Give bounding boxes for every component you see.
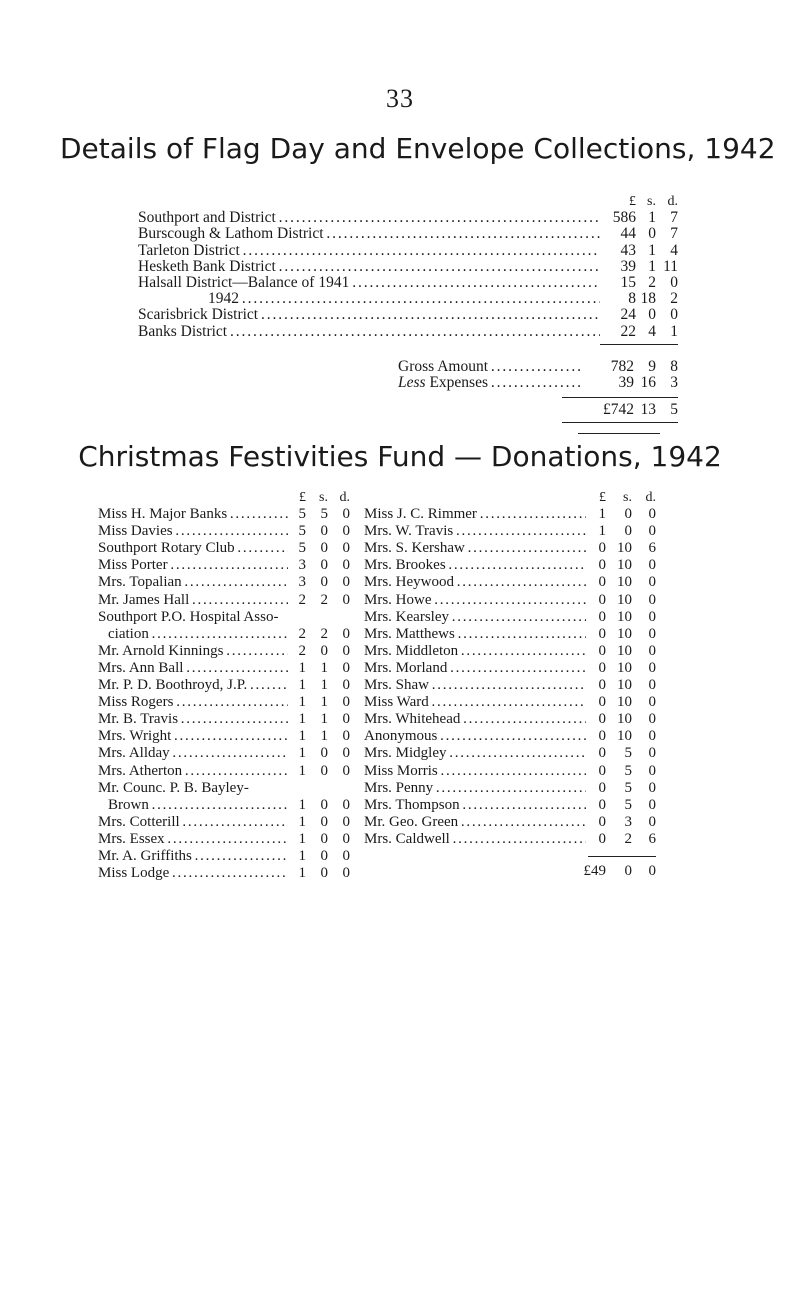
total-shillings: 0 bbox=[624, 862, 632, 879]
pounds-value: 2 bbox=[298, 642, 306, 659]
pence-value: 0 bbox=[342, 659, 350, 676]
donor-name: Mr. Geo. Green . . . bbox=[364, 814, 586, 831]
table-row bbox=[138, 275, 678, 291]
gross-amount-row bbox=[398, 359, 678, 375]
list-item bbox=[98, 814, 350, 831]
list-item bbox=[364, 592, 656, 609]
pence-value: 0 bbox=[648, 642, 656, 659]
pence-value: 0 bbox=[648, 762, 656, 779]
net-shillings: 13 bbox=[640, 401, 656, 418]
pounds-value: 1 bbox=[298, 711, 306, 728]
pence-value: 11 bbox=[663, 257, 678, 275]
shillings-value: 10 bbox=[617, 574, 632, 591]
pounds-value: 5 bbox=[298, 523, 306, 540]
pounds-value: 1 bbox=[298, 847, 306, 864]
shillings-value: 0 bbox=[320, 762, 328, 779]
donor-name: Mrs. Ann Ball . . . bbox=[98, 660, 288, 677]
total-pounds: £49 bbox=[583, 862, 606, 879]
shillings-value: 5 bbox=[624, 796, 632, 813]
pence-value: 0 bbox=[648, 711, 656, 728]
expenses-label bbox=[398, 375, 584, 391]
shillings-header: s. bbox=[319, 490, 328, 505]
christmas-heading: Christmas Festivities Fund — Donations, 1942 bbox=[78, 440, 722, 473]
list-item bbox=[364, 643, 656, 660]
pounds-value: 0 bbox=[598, 625, 606, 642]
donor-name: Mrs. Morland . . . bbox=[364, 660, 586, 677]
pence-value: 0 bbox=[342, 762, 350, 779]
donor-name: Mrs. Middleton . . . bbox=[364, 643, 586, 660]
district-label: Southport and District . . . bbox=[138, 210, 600, 226]
list-item bbox=[98, 677, 350, 694]
pence-value: 0 bbox=[648, 728, 656, 745]
donor-name: Mr. Arnold Kinnings . . . bbox=[98, 643, 288, 660]
donor-name: Mrs. Essex . . . bbox=[98, 831, 288, 848]
total-pence: 0 bbox=[648, 862, 656, 879]
shillings-value: 1 bbox=[648, 209, 656, 227]
pence-value: 0 bbox=[342, 506, 350, 523]
pence-value: 1 bbox=[670, 322, 678, 340]
divider bbox=[578, 433, 660, 434]
district-label: Halsall District—Balance of 1941 . . . bbox=[138, 275, 600, 291]
donor-name: Mr. Counc. P. B. Bayley- bbox=[98, 779, 249, 796]
list-item bbox=[364, 814, 656, 831]
pounds-value: 0 bbox=[598, 591, 606, 608]
donations-header-row bbox=[98, 489, 350, 506]
net-pounds: £742 bbox=[603, 401, 634, 418]
pounds-value: 0 bbox=[598, 762, 606, 779]
pence-value: 2 bbox=[670, 290, 678, 308]
pounds-value: 0 bbox=[598, 728, 606, 745]
shillings-value: 10 bbox=[617, 677, 632, 694]
donor-name: Mr. A. Griffiths . . . bbox=[98, 848, 288, 865]
list-item bbox=[98, 763, 350, 780]
pounds-value: 0 bbox=[598, 540, 606, 557]
pounds-value: 5 bbox=[298, 506, 306, 523]
shillings-value: 1 bbox=[320, 711, 328, 728]
district-label: Scarisbrick District . . . bbox=[138, 307, 600, 323]
shillings-value: 10 bbox=[617, 694, 632, 711]
shillings-value: 0 bbox=[320, 523, 328, 540]
list-item bbox=[98, 660, 350, 677]
pounds-value: 1 bbox=[298, 813, 306, 830]
donor-name: Mrs. Brookes . . . bbox=[364, 557, 586, 574]
donor-name: Miss Rogers . . . bbox=[98, 694, 288, 711]
list-item bbox=[98, 506, 350, 523]
pounds-value: 1 bbox=[298, 762, 306, 779]
donations-header-row bbox=[364, 489, 656, 506]
list-item bbox=[364, 711, 656, 728]
shillings-value: 0 bbox=[648, 225, 656, 243]
divider bbox=[562, 422, 678, 423]
shillings-value: 5 bbox=[624, 779, 632, 796]
list-item bbox=[98, 848, 350, 865]
pounds-value: 0 bbox=[598, 779, 606, 796]
pounds-value: 0 bbox=[598, 642, 606, 659]
donor-name: Mrs. Matthews . . . bbox=[364, 626, 586, 643]
shillings-value: 16 bbox=[640, 374, 656, 391]
pounds-value: 44 bbox=[620, 225, 636, 243]
list-item bbox=[364, 557, 656, 574]
pence-value: 0 bbox=[648, 574, 656, 591]
pounds-value: 0 bbox=[598, 608, 606, 625]
donor-name: Mrs. Shaw . . . bbox=[364, 677, 586, 694]
shillings-value: 10 bbox=[617, 642, 632, 659]
pence-value: 0 bbox=[670, 273, 678, 291]
donor-name: Mrs. Caldwell . . . bbox=[364, 831, 586, 848]
list-item bbox=[364, 523, 656, 540]
donor-name: ciation . . . bbox=[98, 626, 288, 643]
donor-name: Mrs. Thompson . . . bbox=[364, 797, 586, 814]
donor-name: Mrs. Kearsley . . . bbox=[364, 609, 586, 626]
shillings-value: 0 bbox=[648, 306, 656, 324]
net-total-row bbox=[398, 402, 678, 418]
shillings-value: 1 bbox=[320, 659, 328, 676]
list-item bbox=[98, 711, 350, 728]
pence-value: 0 bbox=[342, 728, 350, 745]
flag-day-table bbox=[138, 194, 678, 340]
pence-value: 0 bbox=[342, 523, 350, 540]
table-row bbox=[138, 324, 678, 340]
list-item bbox=[98, 574, 350, 591]
donor-name: Mrs. Howe . . . bbox=[364, 592, 586, 609]
shillings-value: 1 bbox=[320, 677, 328, 694]
shillings-value: 1 bbox=[320, 728, 328, 745]
pence-value: 0 bbox=[342, 625, 350, 642]
table-row bbox=[138, 259, 678, 275]
pence-value: 0 bbox=[342, 591, 350, 608]
pence-value: 0 bbox=[342, 677, 350, 694]
donor-name: Mr. James Hall . . . bbox=[98, 592, 288, 609]
donor-name: Southport Rotary Club . . . bbox=[98, 540, 288, 557]
donor-name: Miss Davies . . . bbox=[98, 523, 288, 540]
net-pence: 5 bbox=[670, 401, 678, 418]
donor-name: Mrs. S. Kershaw . . . bbox=[364, 540, 586, 557]
shillings-header: s. bbox=[623, 490, 632, 505]
pence-value: 4 bbox=[670, 241, 678, 259]
donor-name: Miss H. Major Banks . . . bbox=[98, 506, 288, 523]
donor-name: Anonymous . . . bbox=[364, 728, 586, 745]
shillings-value: 10 bbox=[617, 625, 632, 642]
list-item bbox=[364, 763, 656, 780]
pounds-value: 1 bbox=[598, 523, 606, 540]
pounds-value: 1 bbox=[298, 694, 306, 711]
pounds-value: 5 bbox=[298, 540, 306, 557]
donor-name: Mr. P. D. Boothroyd, J.P. . . . bbox=[98, 677, 288, 694]
expenses-row bbox=[398, 375, 678, 391]
donations-right-column bbox=[364, 489, 656, 880]
pounds-value: 2 bbox=[298, 625, 306, 642]
pounds-value: 39 bbox=[618, 374, 634, 391]
donor-name: Brown . . . bbox=[98, 797, 288, 814]
table-row bbox=[138, 243, 678, 259]
pence-header: d. bbox=[667, 194, 678, 209]
shillings-value: 0 bbox=[320, 847, 328, 864]
pence-value: 0 bbox=[342, 711, 350, 728]
list-item bbox=[364, 728, 656, 745]
shillings-value: 10 bbox=[617, 711, 632, 728]
pence-value: 0 bbox=[670, 306, 678, 324]
pounds-value: 0 bbox=[598, 557, 606, 574]
pence-value: 0 bbox=[648, 659, 656, 676]
shillings-value: 18 bbox=[640, 290, 656, 308]
divider bbox=[600, 344, 678, 345]
list-item bbox=[364, 574, 656, 591]
donation-list bbox=[364, 506, 656, 848]
pence-value: 0 bbox=[342, 557, 350, 574]
shillings-value: 10 bbox=[617, 608, 632, 625]
pounds-value: 1 bbox=[298, 677, 306, 694]
list-item bbox=[98, 609, 350, 626]
list-item bbox=[98, 557, 350, 574]
list-item bbox=[364, 694, 656, 711]
pence-value: 0 bbox=[342, 813, 350, 830]
pence-value: 0 bbox=[648, 506, 656, 523]
pounds-value: 15 bbox=[620, 273, 636, 291]
pence-value: 0 bbox=[648, 745, 656, 762]
flag-day-totals bbox=[398, 359, 678, 418]
pounds-value: 0 bbox=[598, 677, 606, 694]
shillings-value: 2 bbox=[624, 830, 632, 847]
donor-name: Mr. B. Travis . . . bbox=[98, 711, 288, 728]
list-item bbox=[364, 540, 656, 557]
shillings-value: 5 bbox=[320, 506, 328, 523]
pounds-value: 0 bbox=[598, 830, 606, 847]
shillings-value: 0 bbox=[320, 574, 328, 591]
pounds-value: 0 bbox=[598, 745, 606, 762]
list-item bbox=[364, 677, 656, 694]
shillings-value: 0 bbox=[320, 865, 328, 882]
donor-name: Mrs. Penny . . . bbox=[364, 780, 586, 797]
donor-name: Southport P.O. Hospital Asso- bbox=[98, 608, 279, 625]
pence-value: 0 bbox=[648, 523, 656, 540]
donor-name: Miss J. C. Rimmer . . . bbox=[364, 506, 586, 523]
list-item bbox=[364, 660, 656, 677]
pounds-value: 1 bbox=[298, 865, 306, 882]
divider bbox=[562, 397, 678, 398]
donor-name: Mrs. Atherton . . . bbox=[98, 763, 288, 780]
pounds-value: 1 bbox=[598, 506, 606, 523]
district-label: Banks District . . . bbox=[138, 324, 600, 340]
list-item bbox=[98, 540, 350, 557]
pence-value: 3 bbox=[670, 374, 678, 391]
donor-name: Mrs. Cotterill . . . bbox=[98, 814, 288, 831]
list-item bbox=[98, 643, 350, 660]
pence-value: 0 bbox=[648, 608, 656, 625]
pounds-value: 1 bbox=[298, 659, 306, 676]
shillings-value: 2 bbox=[320, 625, 328, 642]
donor-name: Mrs. Whitehead . . . bbox=[364, 711, 586, 728]
shillings-value: 0 bbox=[624, 523, 632, 540]
pence-value: 0 bbox=[648, 625, 656, 642]
pounds-value: 3 bbox=[298, 574, 306, 591]
donation-list bbox=[98, 506, 350, 882]
pounds-value: 586 bbox=[612, 209, 636, 227]
table-row bbox=[138, 291, 678, 307]
shillings-value: 3 bbox=[624, 813, 632, 830]
list-item bbox=[364, 626, 656, 643]
pence-value: 6 bbox=[648, 830, 656, 847]
pounds-value: 8 bbox=[628, 290, 636, 308]
pence-value: 0 bbox=[342, 540, 350, 557]
list-item bbox=[98, 865, 350, 882]
donor-name: Miss Porter . . . bbox=[98, 557, 288, 574]
shillings-value: 1 bbox=[320, 694, 328, 711]
pence-value: 0 bbox=[342, 574, 350, 591]
pounds-value: 1 bbox=[298, 830, 306, 847]
table-row bbox=[138, 226, 678, 242]
shillings-value: 10 bbox=[617, 557, 632, 574]
district-label: Tarleton District . . . bbox=[138, 243, 600, 259]
list-item bbox=[98, 780, 350, 797]
shillings-value: 0 bbox=[320, 813, 328, 830]
list-item bbox=[98, 694, 350, 711]
pounds-value: 22 bbox=[620, 322, 636, 340]
pence-value: 0 bbox=[342, 847, 350, 864]
list-item bbox=[364, 780, 656, 797]
pence-value: 0 bbox=[342, 865, 350, 882]
shillings-value: 0 bbox=[320, 830, 328, 847]
shillings-value: 0 bbox=[320, 642, 328, 659]
divider bbox=[588, 856, 656, 857]
pounds-value: 0 bbox=[598, 813, 606, 830]
pounds-value: 0 bbox=[598, 711, 606, 728]
pounds-value: 1 bbox=[298, 728, 306, 745]
pence-value: 0 bbox=[648, 591, 656, 608]
pounds-value: 3 bbox=[298, 557, 306, 574]
pounds-value: 0 bbox=[598, 694, 606, 711]
pounds-header: £ bbox=[299, 490, 306, 505]
list-item bbox=[98, 626, 350, 643]
donor-name: Mrs. W. Travis . . . bbox=[364, 523, 586, 540]
flag-day-header-row bbox=[138, 194, 678, 210]
district-label: Burscough & Lathom District . . . bbox=[138, 226, 600, 242]
pounds-value: 2 bbox=[298, 591, 306, 608]
list-item bbox=[98, 797, 350, 814]
shillings-value: 0 bbox=[320, 557, 328, 574]
pence-header: d. bbox=[339, 490, 350, 505]
donations-total-row bbox=[364, 863, 656, 880]
donor-name: Miss Lodge . . . bbox=[98, 865, 288, 882]
pounds-value: 1 bbox=[298, 745, 306, 762]
list-item bbox=[364, 797, 656, 814]
donations-left-column bbox=[98, 489, 350, 882]
shillings-value: 2 bbox=[648, 273, 656, 291]
shillings-value: 1 bbox=[648, 241, 656, 259]
shillings-value: 0 bbox=[320, 540, 328, 557]
pounds-value: 782 bbox=[610, 358, 634, 375]
pounds-value: 1 bbox=[298, 796, 306, 813]
shillings-value: 10 bbox=[617, 659, 632, 676]
shillings-value: 9 bbox=[648, 358, 656, 375]
list-item bbox=[364, 506, 656, 523]
table-row bbox=[138, 307, 678, 323]
donor-name: Miss Morris . . . bbox=[364, 763, 586, 780]
district-label: Hesketh Bank District . . . bbox=[138, 259, 600, 275]
pounds-value: 0 bbox=[598, 796, 606, 813]
table-row bbox=[138, 210, 678, 226]
pounds-header: £ bbox=[629, 194, 636, 209]
list-item bbox=[364, 831, 656, 848]
pounds-header: £ bbox=[599, 490, 606, 505]
donor-name: Mrs. Wright . . . bbox=[98, 728, 288, 745]
pence-header: d. bbox=[645, 490, 656, 505]
pence-value: 0 bbox=[342, 796, 350, 813]
shillings-value: 2 bbox=[320, 591, 328, 608]
donor-name: Mrs. Midgley . . . bbox=[364, 745, 586, 762]
pence-value: 0 bbox=[342, 745, 350, 762]
pence-value: 0 bbox=[342, 642, 350, 659]
pence-value: 0 bbox=[342, 830, 350, 847]
list-item bbox=[98, 745, 350, 762]
shillings-value: 10 bbox=[617, 591, 632, 608]
shillings-value: 0 bbox=[624, 506, 632, 523]
pounds-value: 0 bbox=[598, 574, 606, 591]
page-number: 33 bbox=[386, 84, 414, 113]
pence-value: 0 bbox=[648, 779, 656, 796]
list-item bbox=[98, 728, 350, 745]
list-item bbox=[364, 745, 656, 762]
flag-day-heading: Details of Flag Day and Envelope Collections, 1942 bbox=[60, 132, 776, 165]
list-item bbox=[364, 609, 656, 626]
pence-value: 0 bbox=[648, 796, 656, 813]
list-item bbox=[98, 831, 350, 848]
pounds-value: 43 bbox=[620, 241, 636, 259]
donor-name: Mrs. Topalian . . . bbox=[98, 574, 288, 591]
donor-name: Mrs. Allday . . . bbox=[98, 745, 288, 762]
shillings-value: 0 bbox=[320, 745, 328, 762]
shillings-value: 10 bbox=[617, 540, 632, 557]
pence-value: 0 bbox=[648, 557, 656, 574]
pence-value: 6 bbox=[648, 540, 656, 557]
shillings-value: 0 bbox=[320, 796, 328, 813]
less-label: Less bbox=[398, 375, 426, 391]
shillings-header: s. bbox=[647, 194, 656, 209]
pounds-value: 39 bbox=[620, 257, 636, 275]
pence-value: 0 bbox=[648, 813, 656, 830]
gross-amount-label: Gross Amount . . . bbox=[398, 359, 584, 375]
expenses-text: Expenses bbox=[425, 375, 488, 391]
donor-name: Mrs. Heywood . . . bbox=[364, 574, 586, 591]
shillings-value: 4 bbox=[648, 322, 656, 340]
pence-value: 0 bbox=[648, 677, 656, 694]
district-label: 1942 . . . bbox=[138, 291, 600, 307]
shillings-value: 1 bbox=[648, 257, 656, 275]
shillings-value: 5 bbox=[624, 745, 632, 762]
pounds-value: 0 bbox=[598, 659, 606, 676]
pence-value: 0 bbox=[342, 694, 350, 711]
pence-value: 7 bbox=[670, 225, 678, 243]
pence-value: 7 bbox=[670, 209, 678, 227]
pence-value: 0 bbox=[648, 694, 656, 711]
pence-value: 8 bbox=[670, 358, 678, 375]
list-item bbox=[98, 523, 350, 540]
shillings-value: 10 bbox=[617, 728, 632, 745]
list-item bbox=[98, 592, 350, 609]
donor-name: Miss Ward . . . bbox=[364, 694, 586, 711]
pounds-value: 24 bbox=[620, 306, 636, 324]
shillings-value: 5 bbox=[624, 762, 632, 779]
